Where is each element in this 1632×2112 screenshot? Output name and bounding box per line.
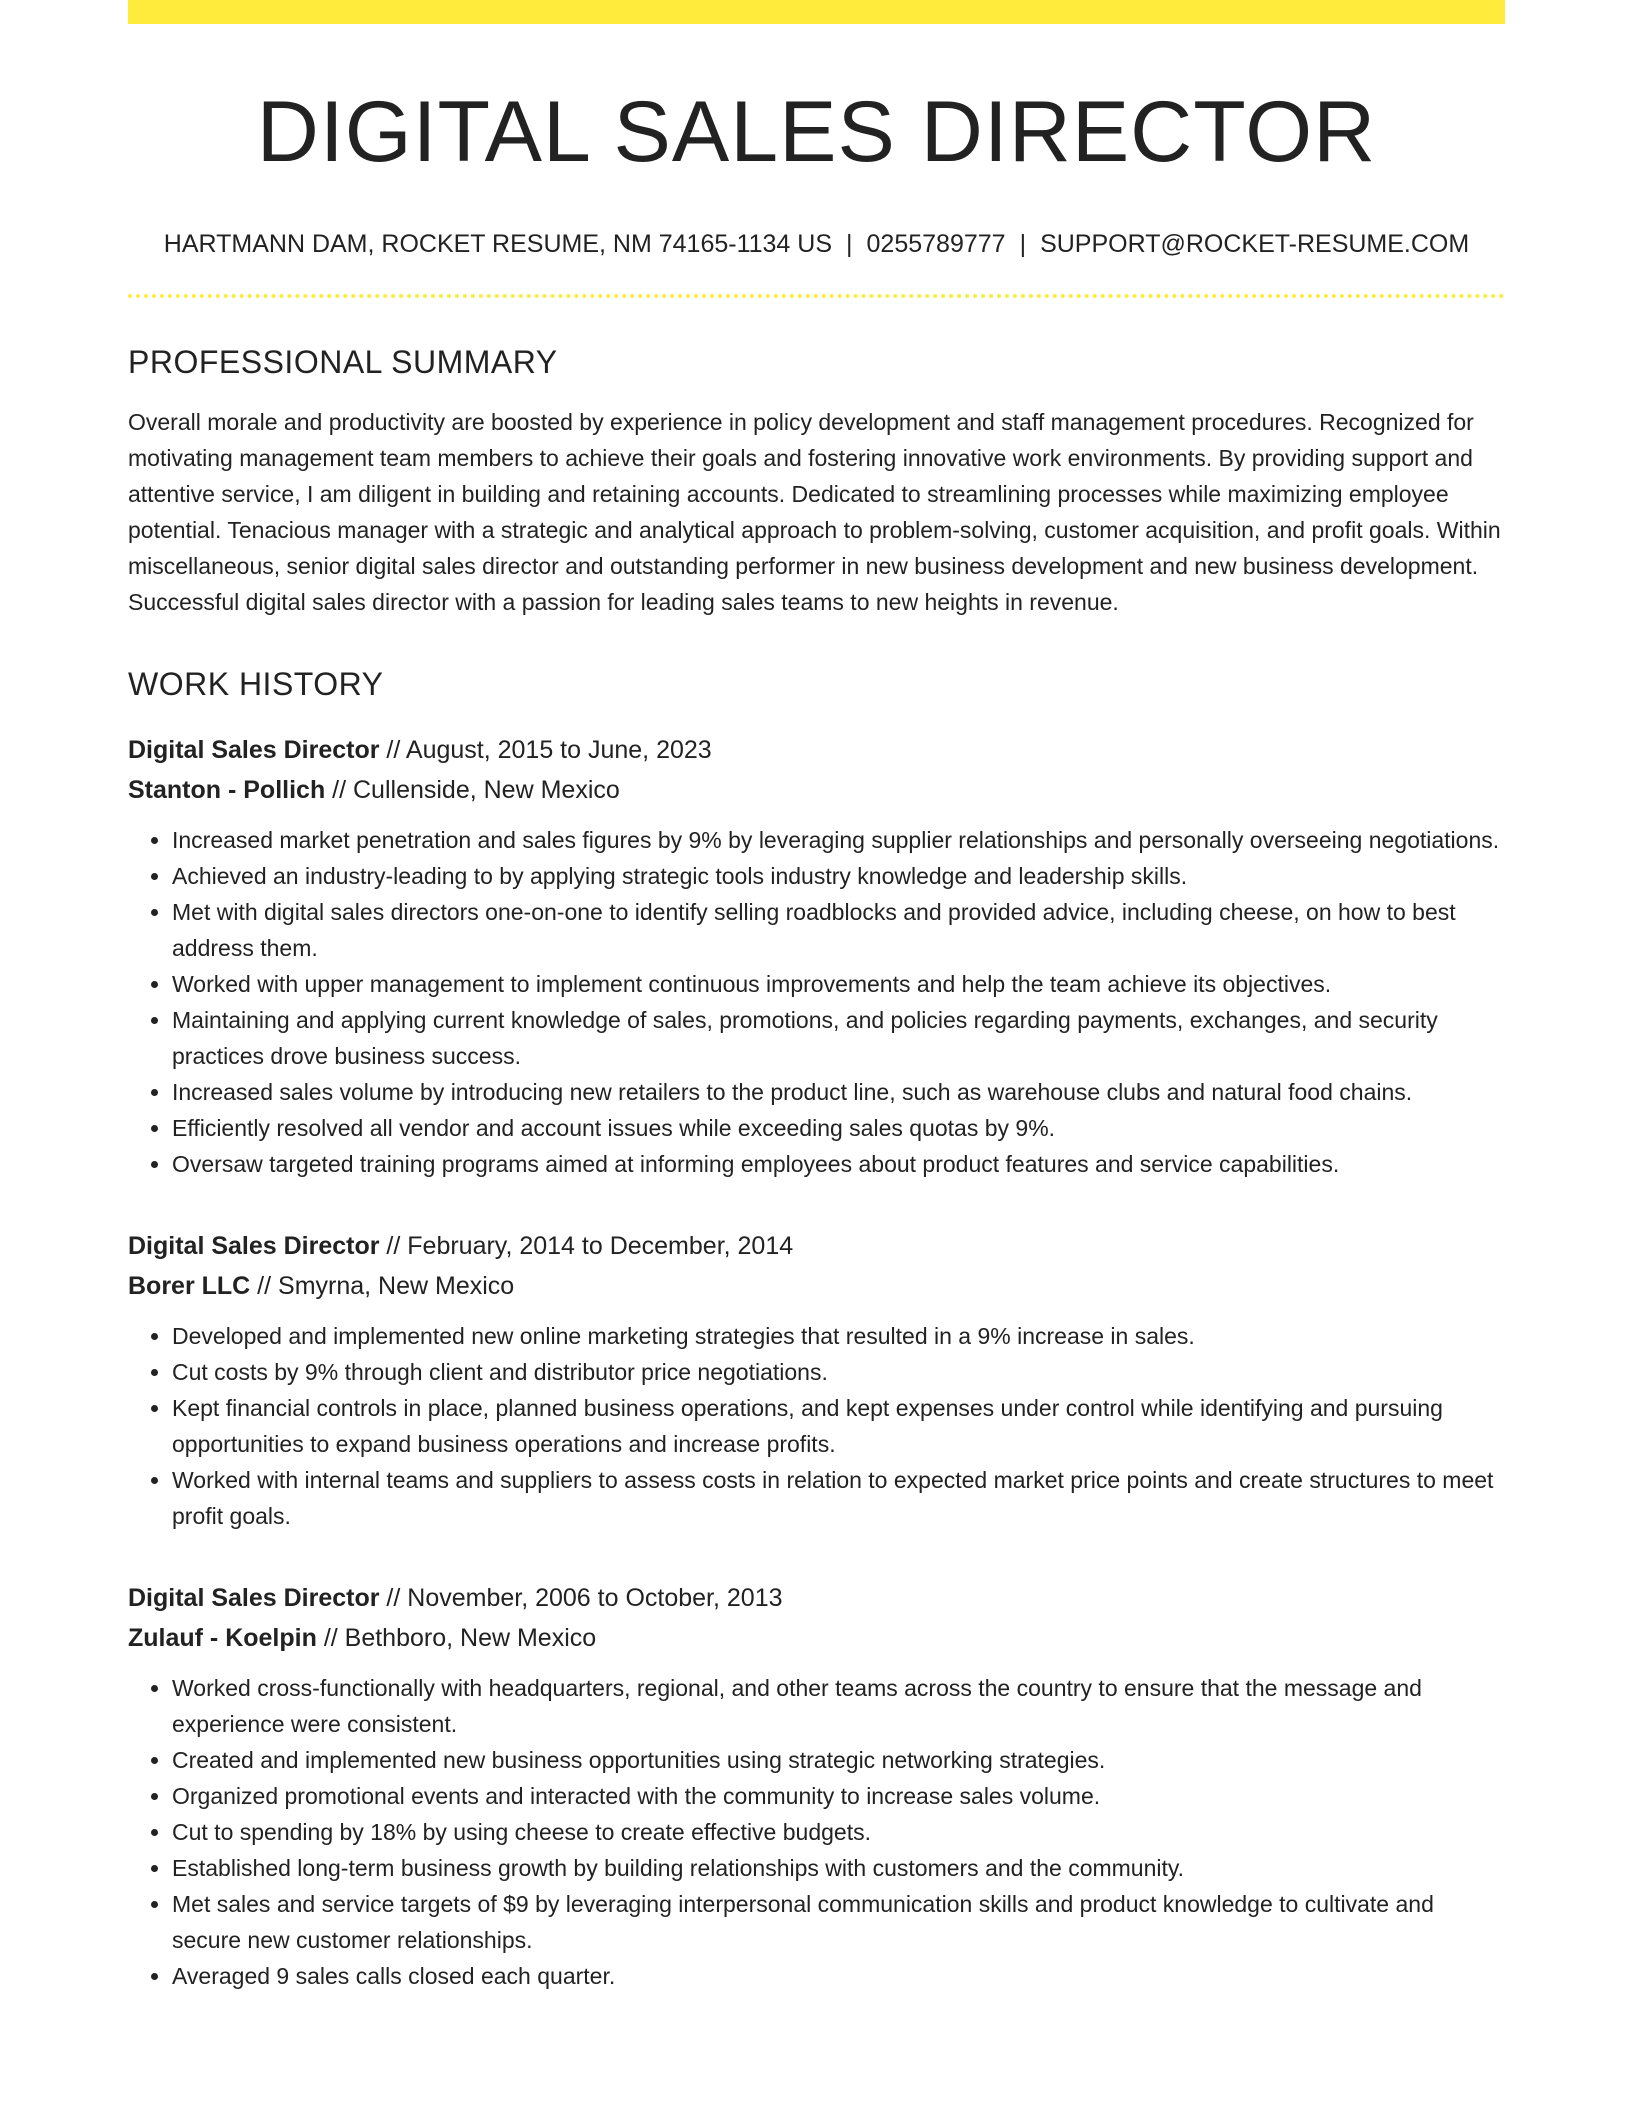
job-dates: // November, 2006 to October, 2013: [379, 1584, 783, 1612]
job-bullet: • Established long-term business growth by building relationships with customers and the community.: [172, 1850, 1505, 1886]
job-bullet: • Created and implemented new business opportunities using strategic networking strategies.: [172, 1742, 1505, 1778]
summary-heading: PROFESSIONAL SUMMARY: [128, 344, 558, 380]
job-company-line: [128, 1266, 1505, 1306]
job-entry: [128, 1226, 1505, 1534]
job-company: Stanton - Pollich: [128, 776, 326, 804]
contact-separator: |: [1019, 230, 1027, 258]
job-role: Digital Sales Director: [128, 1232, 380, 1260]
job-role: Digital Sales Director: [128, 1584, 380, 1612]
job-company: Zulauf - Koelpin: [128, 1624, 317, 1652]
job-bullet: • Organized promotional events and interacted with the community to increase sales volume.: [172, 1778, 1505, 1814]
job-role: Digital Sales Director: [128, 736, 380, 764]
job-bullet: • Met with digital sales directors one-on-one to identify selling roadblocks and provided advice, including cheese, on how to best address them.: [172, 894, 1505, 966]
job-bullet: • Maintaining and applying current knowledge of sales, promotions, and policies regarding payments, exchanges, and security practices drove business success.: [172, 1002, 1505, 1074]
job-dates: // August, 2015 to June, 2023: [379, 736, 712, 764]
contact-line: [128, 228, 1505, 260]
job-bullet: • Cut to spending by 18% by using cheese to create effective budgets.: [172, 1814, 1505, 1850]
job-bullet: • Increased market penetration and sales figures by 9% by leveraging supplier relationships and personally overseeing negotiations.: [172, 822, 1505, 858]
summary-text: Overall morale and productivity are boosted by experience in policy development and staff management procedures. Recognized for motivating management team members to achieve their goals and fostering innovative work environments. By providing support and attentive service, I am diligent in building and retaining accounts. Dedicated to streamlining processes while maximizing employee potential. Tenacious manager with a strategic and analytical approach to problem-solving, customer acquisition, and profit goals. Within miscellaneous, senior digital sales director and outstanding performer in new business development and new business development. Successful digital sales director with a passion for leading sales teams to new heights in revenue.: [128, 409, 1501, 615]
job-company-line: [128, 770, 1505, 810]
job-bullet: • Met sales and service targets of $9 by leveraging interpersonal communication skills and product knowledge to cultivate and secure new customer relationships.: [172, 1886, 1505, 1958]
job-entry: [128, 1578, 1505, 1994]
job-bullet: • Averaged 9 sales calls closed each quarter.: [172, 1958, 1505, 1994]
job-location: // Smyrna, New Mexico: [250, 1272, 515, 1300]
resume-content: [128, 0, 1505, 1994]
job-bullet: • Achieved an industry-leading to by applying strategic tools industry knowledge and leadership skills.: [172, 858, 1505, 894]
contact-email: SUPPORT@ROCKET-RESUME.COM: [1040, 230, 1470, 258]
job-bullet: • Worked cross-functionally with headquarters, regional, and other teams across the country to ensure that the message and experience were consistent.: [172, 1670, 1505, 1742]
resume-name-title: DIGITAL SALES DIRECTOR: [256, 84, 1377, 180]
job-bullet: • Oversaw targeted training programs aimed at informing employees about product features and service capabilities.: [172, 1146, 1505, 1182]
job-bullet: • Developed and implemented new online marketing strategies that resulted in a 9% increase in sales.: [172, 1318, 1505, 1354]
contact-phone: 0255789777: [866, 230, 1006, 258]
work-history-heading: WORK HISTORY: [128, 666, 384, 702]
job-dates: // February, 2014 to December, 2014: [379, 1232, 794, 1260]
job-role-line: [128, 730, 1505, 770]
job-company-line: [128, 1618, 1505, 1658]
job-role-line: [128, 1226, 1505, 1266]
dotted-divider: [128, 294, 1505, 298]
job-bullet: • Worked with internal teams and suppliers to assess costs in relation to expected market price points and create structures to meet profit goals.: [172, 1462, 1505, 1534]
job-bullet: • Kept financial controls in place, planned business operations, and kept expenses under control while identifying and pursuing opportunities to expand business operations and increase profits.: [172, 1390, 1505, 1462]
job-bullet: • Increased sales volume by introducing new retailers to the product line, such as warehouse clubs and natural food chains.: [172, 1074, 1505, 1110]
job-company: Borer LLC: [128, 1272, 251, 1300]
job-bullets: [128, 1670, 1505, 1994]
job-role-line: [128, 1578, 1505, 1618]
job-location: // Bethboro, New Mexico: [316, 1624, 597, 1652]
job-bullet: • Cut costs by 9% through client and distributor price negotiations.: [172, 1354, 1505, 1390]
job-bullets: [128, 822, 1505, 1182]
job-bullet: • Efficiently resolved all vendor and account issues while exceeding sales quotas by 9%.: [172, 1110, 1505, 1146]
job-bullet: • Worked with upper management to implement continuous improvements and help the team achieve its objectives.: [172, 966, 1505, 1002]
job-bullets: [128, 1318, 1505, 1534]
contact-address: HARTMANN DAM, ROCKET RESUME, NM 74165-1134 US: [163, 230, 833, 258]
contact-separator: |: [846, 230, 853, 258]
job-entry: [128, 730, 1505, 1182]
job-location: // Cullenside, New Mexico: [325, 776, 620, 804]
